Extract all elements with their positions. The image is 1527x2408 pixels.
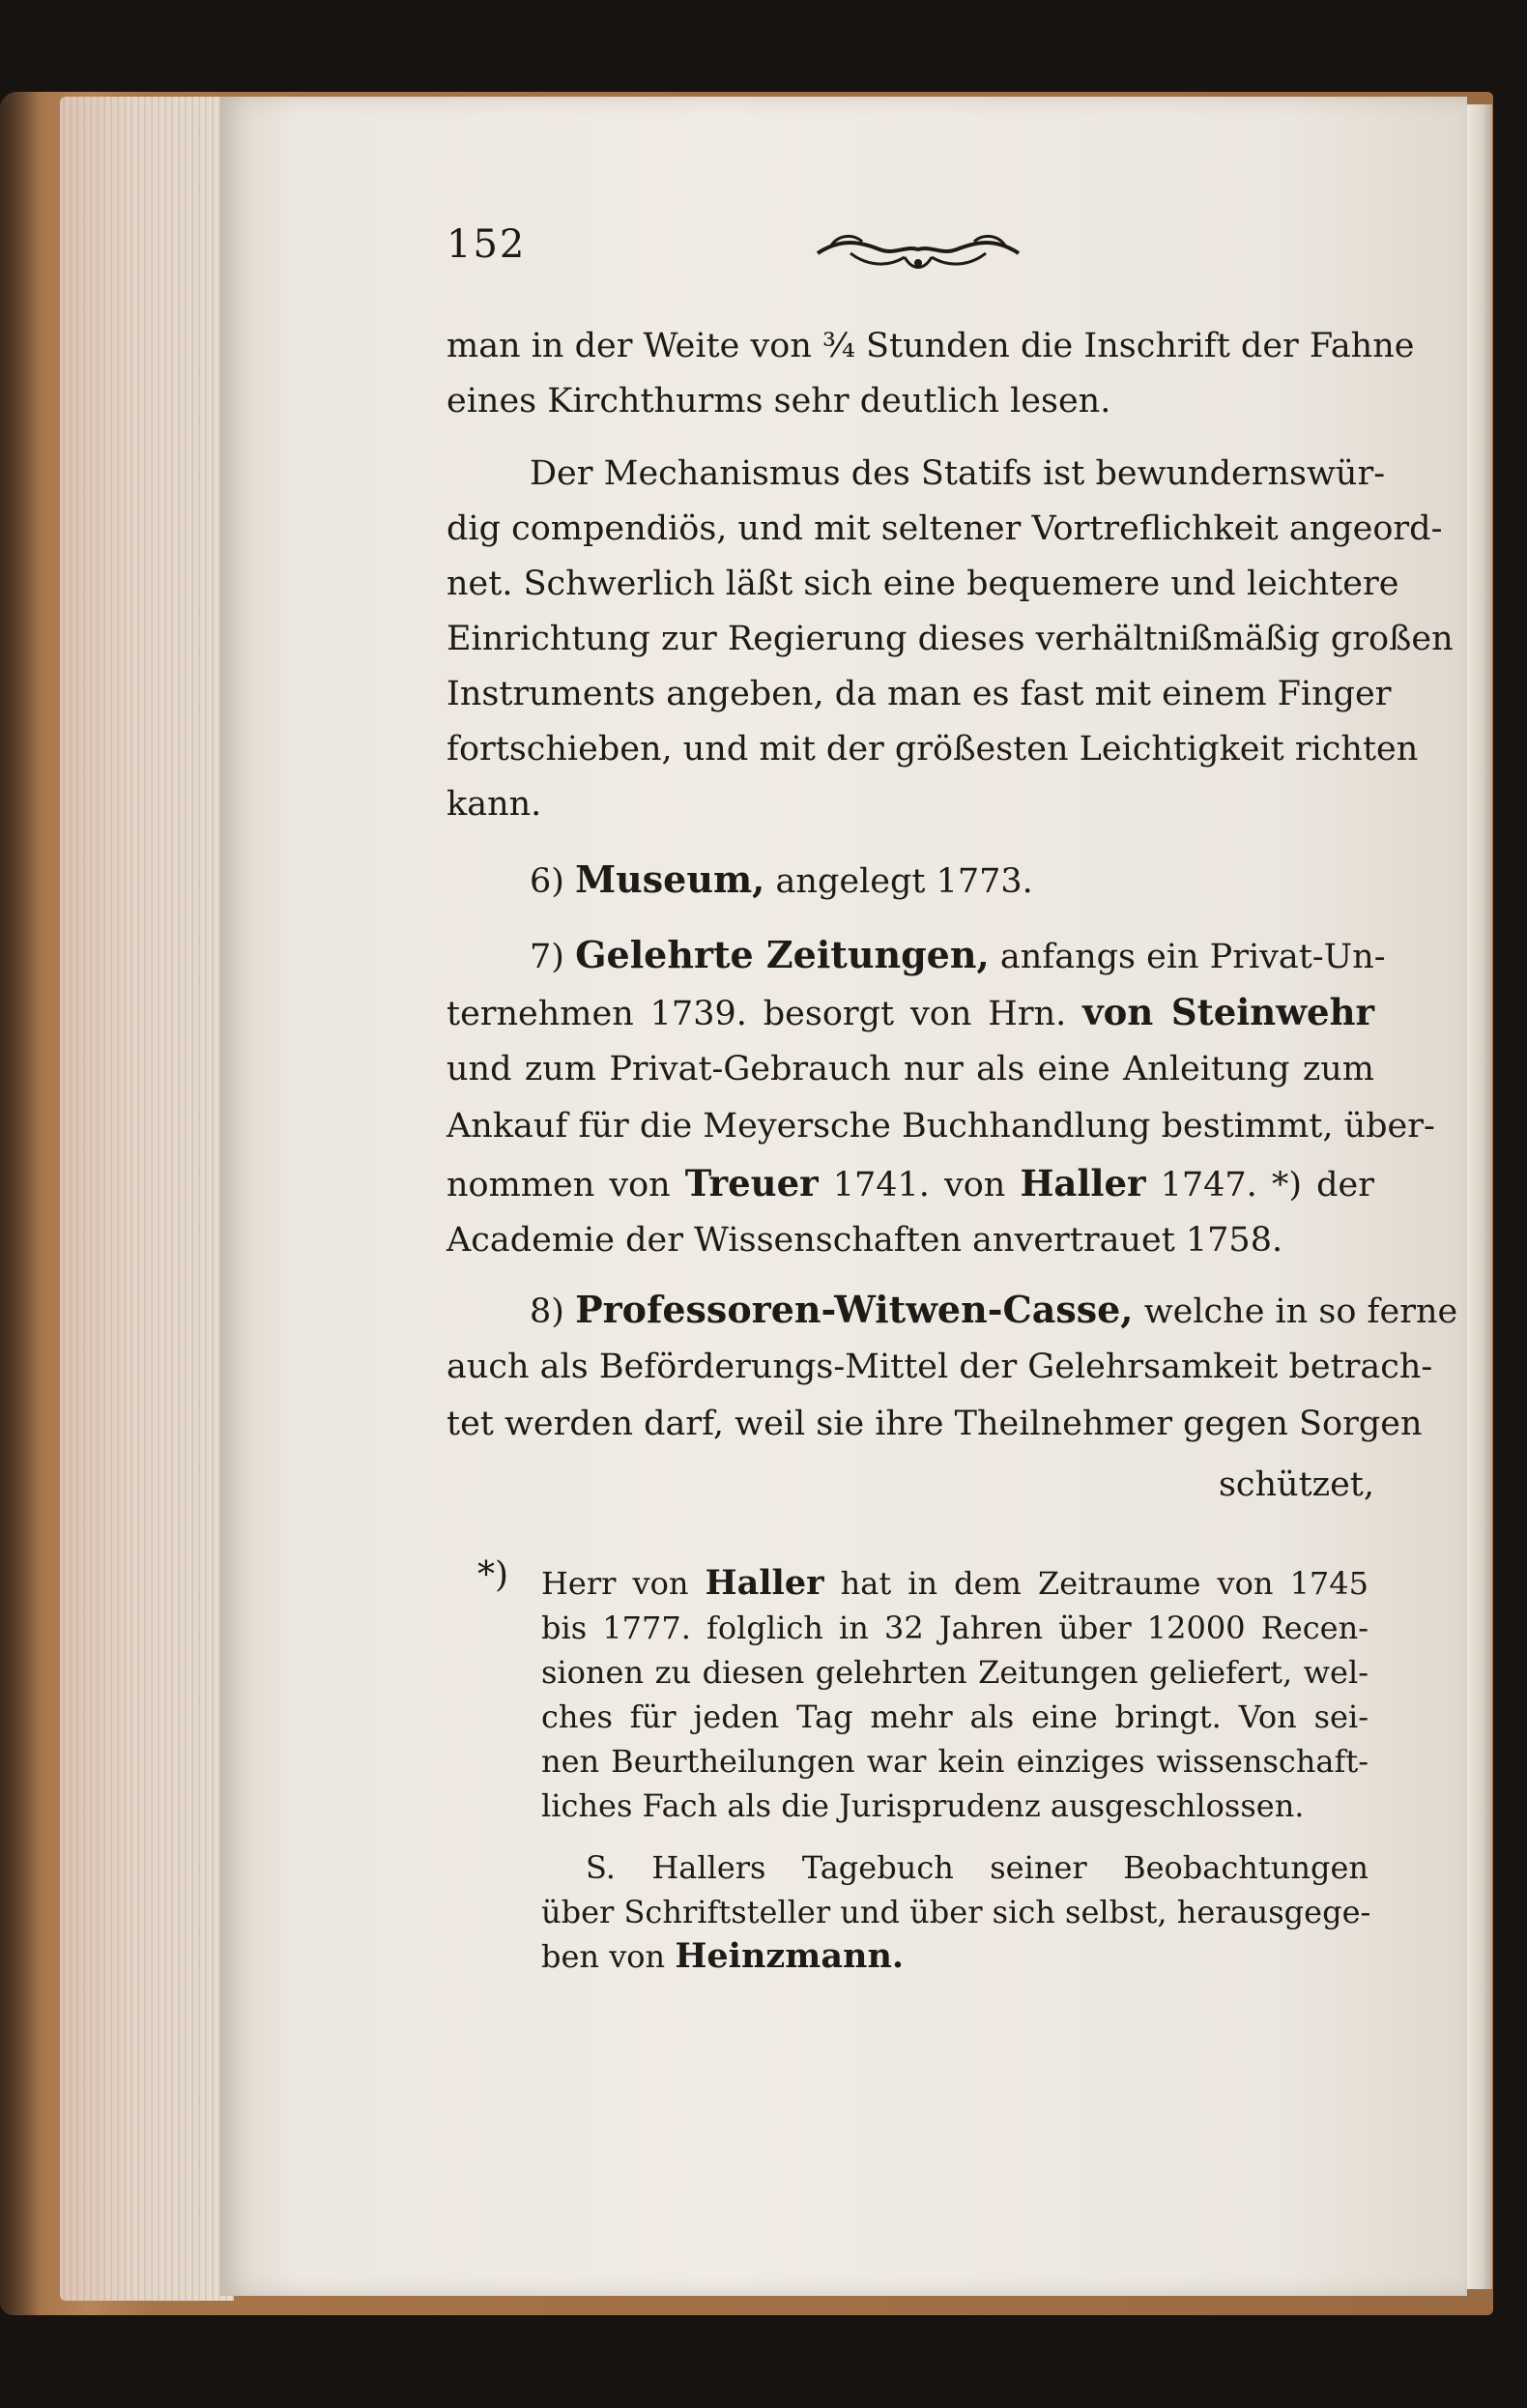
spine-shadow — [0, 92, 39, 2315]
ornament-icon — [812, 224, 1024, 278]
item-6 — [530, 857, 1374, 901]
item-number: 8) — [530, 1292, 564, 1331]
footnote-line — [541, 1563, 1369, 1603]
footnote-text: ben von — [541, 1938, 666, 1975]
item-8-line — [530, 1288, 1458, 1331]
body-line: Einrichtung zur Regierung dieses verhältnißmäßig großen — [447, 620, 1454, 658]
footnote-text: S. — [586, 1849, 616, 1886]
item-number: 6) — [530, 862, 564, 901]
item-7-line: und zum Privat-Gebrauch nur als eine Anleitung zum — [447, 1050, 1374, 1088]
body-line: eines Kirchthurms sehr deutlich lesen. — [447, 382, 1111, 421]
facing-page-edge — [1467, 104, 1492, 2289]
item-text: welche in so ferne — [1143, 1292, 1458, 1331]
item-7-line — [530, 933, 1386, 976]
footnote-line — [541, 1936, 1369, 1976]
footnote-text: Herr von — [541, 1565, 689, 1602]
footnote-text: Hallers Tagebuch seiner Beobachtungen — [651, 1849, 1369, 1886]
body-line: Der Mechanismus des Statifs ist bewundernswür- — [530, 454, 1386, 493]
body-line: kann. — [447, 785, 542, 824]
item-7-line — [447, 1164, 1374, 1204]
item-title: Museum, — [575, 857, 765, 901]
footnote-line: über Schriftsteller und über sich selbst, herausgege- — [541, 1894, 1371, 1930]
footnote-line: nen Beurtheilungen war kein einziges wissenschaft- — [541, 1743, 1369, 1780]
item-title: Professoren-Witwen-Casse, — [575, 1288, 1134, 1331]
item-7-line: Ankauf für die Meyersche Buchhandlung bestimmt, über- — [447, 1107, 1435, 1146]
footnote-text: hat in dem Zeitraume von 1745 — [840, 1565, 1369, 1602]
footnote-marker: *) — [477, 1555, 509, 1595]
page-number: 152 — [447, 222, 527, 267]
footnote-line: liches Fach als die Jurisprudenz ausgeschlossen. — [541, 1787, 1305, 1824]
person-name: Haller — [705, 1563, 824, 1603]
person-name: Haller — [1020, 1162, 1146, 1204]
catchword: schützet, — [1218, 1465, 1374, 1504]
item-text: nommen von — [447, 1166, 671, 1204]
item-number: 7) — [530, 938, 564, 976]
item-7-line — [447, 993, 1374, 1033]
body-line: fortschieben, und mit der größesten Leichtigkeit richten — [447, 730, 1419, 769]
item-7-line: Academie der Wissenschaften anvertrauet 1758. — [447, 1221, 1283, 1260]
item-text: 1741. von — [832, 1166, 1006, 1204]
item-8-line: tet werden darf, weil sie ihre Theilnehmer gegen Sorgen — [447, 1405, 1423, 1443]
person-name: von Steinwehr — [1082, 991, 1374, 1033]
footnote-line: ches für jeden Tag mehr als eine bringt. Von sei- — [541, 1698, 1369, 1735]
person-name: Treuer — [684, 1162, 819, 1204]
footnote-line — [586, 1850, 1369, 1885]
footnote-line: sionen zu diesen gelehrten Zeitungen geliefert, wel- — [541, 1654, 1369, 1691]
footnote-line: bis 1777. folglich in 32 Jahren über 12000 Recen- — [541, 1610, 1369, 1646]
body-line: man in der Weite von ¾ Stunden die Inschrift der Fahne — [447, 327, 1415, 365]
item-text: anfangs ein Privat-Un- — [999, 938, 1386, 976]
item-text: ternehmen 1739. besorgt von Hrn. — [447, 995, 1067, 1033]
item-text: angelegt 1773. — [775, 862, 1033, 901]
page-edges-tint — [60, 97, 234, 2301]
body-line: net. Schwerlich läßt sich eine bequemere und leichtere — [447, 565, 1399, 603]
person-name: Heinzmann. — [675, 1936, 905, 1976]
body-line: Instruments angeben, da man es fast mit einem Finger — [447, 675, 1392, 713]
body-line: dig compendiös, und mit seltener Vortreflichkeit angeord- — [447, 509, 1443, 548]
item-text: 1747. *) der — [1160, 1166, 1374, 1204]
item-title: Gelehrte Zeitungen, — [575, 933, 990, 976]
item-8-line: auch als Beförderungs-Mittel der Gelehrsamkeit betrach- — [447, 1348, 1433, 1386]
